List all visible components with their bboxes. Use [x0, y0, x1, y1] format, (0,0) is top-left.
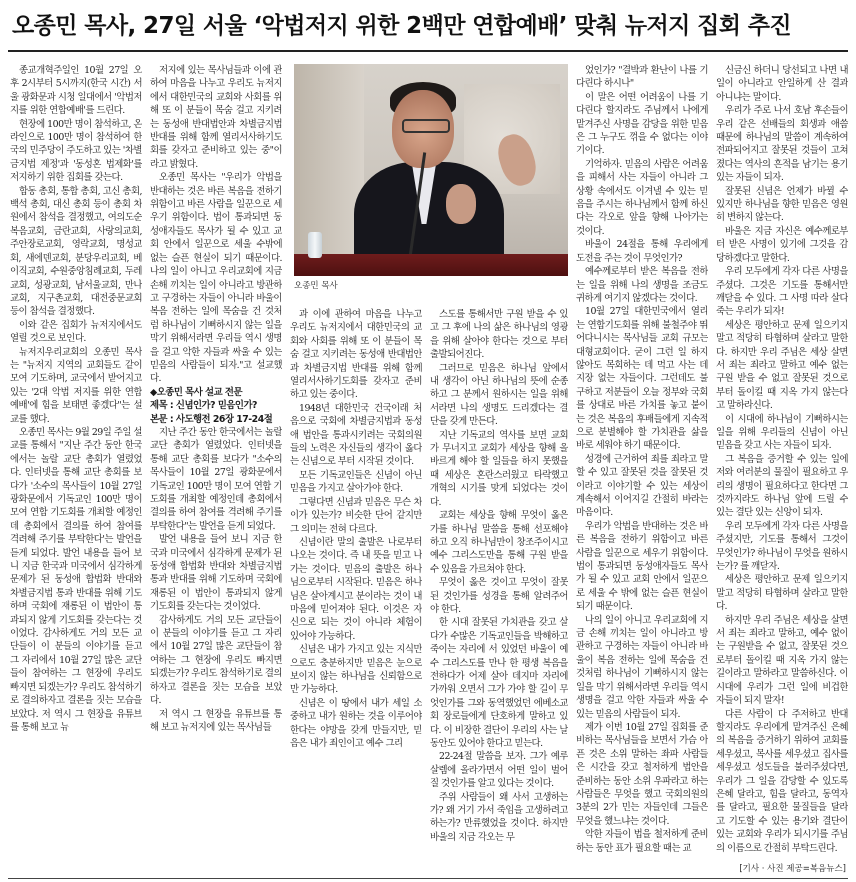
headline-rule: [8, 50, 848, 52]
article-paragraph: 한 시대 잘못된 가치관을 갖고 살다가 수많은 기독교인들을 박해하고 죽이는 자리에 서 있었던 바울이 예수 그리스도를 만나 한 평생 복음을 전하다가 어제 살아 데지마 자리에 가까워 오면서 그가 가야 할 길이 무엇인가를 그와 동역했었던 에베소교회 장로들에게 단호하게 말하고 있다. 이 비장한 결단이 우리의 사는 날 동안도 있어야 한다고 믿는다.: [430, 617, 568, 749]
article-paragraph: 세상은 평안하고 문제 일으키지 말고 적당히 타협하며 살라고 말한다.: [716, 574, 848, 613]
article-paragraph: 교회는 세상을 향해 무엇이 옳은가를 하나님 말씀을 통해 선포해야 하고 오직 하나님만이 창조주이시고 예수 그리스도만을 통해 구원 받을 수 있음을 가르쳐야 한다.: [430, 510, 568, 575]
article-column-3: [290, 308, 422, 870]
article-paragraph: 과 이에 관하여 마음을 나누고 우리도 뉴저지에서 대한민국의 교회와 사회를 위해 또 이 분들이 목숨 걸고 지키려는 동성애 반대법안과 차별금지법 반대를 위해 함께 열리서사하기도회를 갖자고 준비하고 있는 중이다.: [290, 309, 422, 401]
article-paragraph: 감사하게도 거의 모든 교단들이 이 분들의 이야기를 듣고 그 자리에서 10월 27일 많은 교단들이 참여하는 그 현장에 우리도 빠지면 되겠는가? 우리도 참석하기로 결의하자고 결론을 짓는 모습을 보았다.: [150, 614, 282, 707]
article-paragraph: 그렇다면 신념과 믿음은 무슨 차이가 있는가? 비슷한 단어 같지만 그 의미는 전혀 다르다.: [290, 496, 422, 535]
article-paragraph: 오종민 목사는 "우리가 악법을 반대하는 것은 바른 복음을 전하기 위함이고 바른 사람을 일꾼으로 세우기 위함이다. 법이 통과되면 동성애자들도 목사가 될 수 있고 교회 안에서 일꾼으로 세울 수밖에 없는 슬픈 현실이 되기 때문이다. 나의 일이 아니고 우리교회에 지금 손해 끼치는 일이 아니라고 방관하고 구경하는 자들이 아니라 바울이 복음 전하는 일에 목숨을 건 것처럼 하나님이 기뻐하시지 않는 일을 막기 위해서라면 우리들 역시 생명을 걸고 악한 자들과 싸울 수 있는 믿음의 사람들이 되자."고 설교했다.: [150, 172, 282, 385]
article-paragraph: 무엇이 옳은 것이고 무엇이 잘못된 것인가를 성경을 통해 알려주어야 한다.: [430, 577, 568, 615]
article-paragraph: 1948년 대한민국 건국이래 처음으로 국회에 차별금지법과 동성애 법안을 통과시키려는 국회의원들의 노력은 자신들의 생각이 옳다는 신념으로 부터 시작된 것이다.: [290, 402, 422, 468]
article-column-2: [150, 64, 282, 870]
article-paragraph: 기억하자. 믿음의 사람은 어려움을 피해서 사는 자들이 아니라 그 상황 속에서도 이겨낼 수 있는 믿음을 주시는 하나님께서 함께 하신다는 각오로 앞을 향해 나아가는 것이다.: [576, 158, 708, 237]
article-paragraph: ◆오종민 목사 설교 전문: [150, 386, 243, 398]
article-paragraph: 이와 같은 집회가 뉴저지에서도 열릴 것으로 보인다.: [10, 319, 142, 345]
podium: [294, 254, 568, 276]
article-paragraph: 성경에 근거하여 죄를 죄라고 말할 수 있고 잘못된 것을 잘못된 것이라고 이야기할 수 있는 세상이 계속해서 이어지길 간절히 바라는 마음이다.: [576, 453, 708, 519]
article-paragraph: 예수께로부터 받은 복음을 전하는 일을 위해 나의 생명을 조금도 귀하게 여기지 않겠다는 것이다.: [576, 266, 708, 304]
article-paragraph: 뉴저지우리교회의 오종민 목사는 "뉴저지 지역의 교회들도 같이 모여 기도하며, 교국에서 받어지고 있는 '2대 악법 저지를 위한 연합 예배'에 힘을 보태면 좋겠다"는 설교를 했다.: [10, 346, 142, 425]
article-headline: 오종민 목사, 27일 서울 ‘악법저지 위한 2백만 연합예배’ 맞춰 뉴저지 집회 추진: [12, 13, 792, 39]
article-paragraph: 신념은 내가 가지고 있는 지식만으로도 충분하지만 믿음은 눈으로 보이지 않는 하나님을 신뢰함으로만 가능하다.: [290, 644, 422, 696]
article-paragraph: 우리 모두에게 각자 다른 사명을 주셨다. 그것은 기도를 통해서만 깨닫을 수 있다. 그 사명 따라 살다 죽는 우리가 되자!: [716, 266, 848, 318]
article-paragraph: 우리가 악법을 반대하는 것은 바른 복음을 전하기 위함이고 바른 사람을 일꾼으로 세우기 위함이다. 법이 통과되면 동성애자들도 목사가 될 수 있고 교회 안에서 일꾼으로 세울 수 밖에 없는 슬픈 현실이 되기 때문이다.: [576, 520, 708, 613]
article-paragraph: 바울은 지금 자신은 예수께로부터 받은 사명이 있기에 그것을 감당하겠다고 말한다.: [716, 225, 848, 264]
article-paragraph: 다른 사람이 다 주저하고 반대 할지라도 우리에게 맡겨주신 은혜의 복음을 증거하기 위하여 교회를 세우셨고, 목사를 세우셨고 집사를 세우셨고 성도들을 불러주셨다면, 우리가 그 일을 감당할 수 있도록 은혜 달라고, 힘을 달라고, 동역자를 달라고, 필요한 물질들을 달라고 기도할 수 있는 용기와 결단이 있는 교회와 우리가 되시기를 주님의 이름으로 간절히 부탁드린다.: [716, 708, 848, 854]
article-paragraph: 제가 이번 10월 27일 집회를 준비하는 목사님들을 보면서 가슴 아픈 것은 소위 말하는 좌파 사람들은 시간을 갖고 철저하게 법안을 준비하는 동안 소위 우파라고 하는 사람들은 무엇을 했고 국회의원의 3분의 2가 민는 자들인데 그들은 무엇을 했느냐는 것이다.: [576, 721, 708, 827]
article-paragraph: 합동 총회, 통합 총회, 고신 총회, 백석 총회, 대신 총회 등이 총회 차원에서 참석을 결정했고, 여의도순복음교회, 금란교회, 사랑의교회, 주안장로교회, 영락교회, 명성교회, 새에덴교회, 분당우리교회, 베이직교회, 수원중앙침례교회, 두레교회, 성광교회, 남서울교회, 만나교회, 지구촌교회, 대전중문교회 등이 참석을 결정했다.: [10, 185, 142, 318]
article-paragraph: 었인가? "결박과 환난이 나를 기다린다 하시나": [576, 65, 708, 90]
article-paragraph: 주위 사람들이 왜 사서 고생하는가? 왜 거기 가서 죽임을 고생하려고 하는가? 만류했었을 것이다. 하지만 바울의 지금 각오는 무: [430, 791, 568, 843]
article-paragraph: 잘못된 신념은 언제가 바뀔 수 있지만 하나님을 향한 믿음은 영원히 변하지 않는다.: [716, 185, 848, 224]
water-bottle: [308, 232, 322, 258]
article-paragraph: 종교개혁주일인 10월 27일 오후 2시부터 5시까지(한국 시간) 서울 광화문과 시청 일대에서 '악법저지를 위한 연합예배'를 드린다.: [10, 65, 142, 117]
article-paragraph: 신념은 이 땅에서 내가 세일 소중하고 내가 원하는 것을 이루어야 한다는 야망을 갖게 만들지만, 믿음은 내가 죄인이고 예수 그리: [290, 697, 422, 749]
article-paragraph: 그 복음을 증거할 수 있는 일에 저와 여러분의 물질이 필요하고 우리의 생명이 필요하다고 한다면 그것까지라도 하나님 앞에 드릴 수 있는 결단 있는 신앙이 되자.: [716, 453, 848, 519]
article-paragraph: 오종민 목사는 9월 29일 주일 설교를 통해서 "지난 주간 동안 한국에서는 놀랄 교단 총회가 열렸었다. 인터넷을 통해 교단 총회를 보다가 '소수의 목사들이 10월 27일 광화문에서 기독교인 100만 명이 모여 연합 기도회를 개최할 예정인데 총회에서 결의를 하여 참여를 격려해 주기를 부탁한다'는 발언을 듣게 되었다. 발언 내용을 들어 보니 지금 한국과 미국에서 심각하게 문제가 된 동성애 합법화 반대와 차별금지법 통과 반대를 위해 기도하며 국회에 재롱된 이 법안이 통과되지 않게 기도회를 갖는다는 것이었다. 감사하게도 거의 모든 교단들이 이 분들의 이야기를 듣고 그 자리에서 10월 27일 많은 교단들이 참여하는 그 현장에 우리도 빠지면 되겠는가? 우리도 참석하기로 결의하자고 결론을 짓는 모습을 보았다. 저 역시 그 현장을 유튜브를 통해 보고 뉴: [10, 426, 142, 733]
article-paragraph: 본문 : 사도행전 26장 17-24절: [150, 413, 273, 425]
article-paragraph: 저지에 있는 목사님들과 이에 관하여 마음을 나누고 우리도 뉴저지에서 대한민국의 교회와 사회를 위해 또 이 분들이 목숨 걸고 지키려는 동성애 반대법안과 차별금지법 반대를 위해 함께 열리서사하기도회를 갖자고 준비하고 있는 중"이라고 밝혔다.: [150, 65, 282, 170]
article-paragraph: 우리 모두에게 각자 다른 사명을 주셨지만, 기도를 통해서 그것이 무엇인가? 하나님이 무엇을 원하시는가? 를 깨닫자.: [716, 520, 848, 573]
article-paragraph: 발언 내용을 들어 보니 지금 한국과 미국에서 심각하게 문제가 된 동성애 합법화 반대와 차별금지법 통과 반대를 위해 기도하며 국회에 재롱된 이 법안이 통과되지 않게 기도회를 갖는다는 것이었다.: [150, 534, 282, 613]
article-column-1: [10, 64, 142, 870]
article-paragraph: 신념이란 말의 출발은 나로부터 나오는 것이다. 즉 내 뜻을 믿고 나가는 것이다. 믿음의 출발은 하나님으로부터 시작된다. 믿음은 하나님은 살아계시고 분이라는 것이 내 마음에 믿어져야 된다. 이것은 자신으로 되는 것이 아니라 체험이 있어야 가능하다.: [290, 536, 422, 642]
article-paragraph: 바울이 24절을 통해 우리에게 도전을 주는 것이 무엇인가?: [576, 239, 708, 264]
article-paragraph: 지난 기독교의 역사를 보면 교회가 무너지고 교회가 세상을 향해 올바르게 해야 할 일들을 하지 못했을 때 세상은 혼란스러웠고 타락했고 개혁의 시기를 맞게 되었다는 것이다.: [430, 429, 568, 508]
article-paragraph: 신금신 하더니 당선되고 나면 내 일이 아니라고 안일하게 산 결과 아니냐는 말이다.: [716, 65, 848, 103]
bottom-rule: [8, 878, 848, 879]
article-paragraph: 하지만 우리 주님은 세상을 살면서 죄는 죄라고 말하고, 예수 없이는 구원받을 수 없고, 잘못된 것으로부터 돌이킬 때 지옥 가지 않는 길이라고 말하라고 말씀하신다. 이 시대에 우리가 그런 일에 비겁한 자들이 되지 말자!: [716, 614, 848, 707]
article-paragraph: 22-24절 말씀을 보자. 그가 예루살렘에 올라가면서 어떤 일이 벌어질 것인가를 알고 있다는 것이다.: [430, 751, 568, 790]
article-column-5: [576, 64, 708, 870]
article-paragraph: 세상은 평안하고 문제 일으키지 말고 적당히 타협하며 살라고 말한다. 하지만 우리 주님은 세상 살면서 죄는 죄라고 말하고 예수 없는 구원 받을 수 없고 잘못된 것으로부터 돌이킬 때 지옥 가지 않는다고 말하라신다.: [716, 319, 848, 412]
article-column-6: [716, 64, 848, 861]
article-paragraph: 현장에 100만 명이 참석하고, 온라인으로 100만 명이 참석하여 한국의 민주당이 주도하고 있는 '차별금지법 제정'과 '동성혼 법제화'를 저지하기 위한 집회를 갖는다.: [10, 118, 142, 184]
photo-caption: 오종민 목사: [294, 281, 338, 291]
article-paragraph: 지난 주간 동안 한국에서는 놀랄 교단 총회가 열렸었다. 인터넷을 통해 교단 총회를 보다가 "소수의 목사들이 10월 27일 광화문에서 기독교인 100만 명이 모여 연합 기도회를 개최할 예정인데 총회에서 결의를 하여 참여를 격려해 주기를 부탁한다"는 발언을 듣게 되었다.: [150, 426, 282, 532]
article-paragraph: 악한 자들이 법을 철저하게 준비하는 동안 표가 필요할 때는 교: [576, 829, 708, 854]
article-paragraph: 이 시대에 하나님이 기뻐하시는 일을 위해 우리들의 신념이 아닌 믿음을 갖고 사는 자들이 되자.: [716, 413, 848, 452]
article-paragraph: 이 말은 어떤 어려움이 나를 기다린다 할지라도 주님께서 나에게 맡겨주신 사명을 감당을 위한 믿음은 그 누구도 꺾을 수 없다는 이야기이다.: [576, 91, 708, 157]
article-paragraph: 저 역시 그 현장을 유튜브를 통해 보고 뉴저지에 있는 목사님들: [150, 708, 282, 733]
article-paragraph: 모든 기독교인들은 신념이 아닌 믿음을 가지고 살아가야 한다.: [290, 469, 422, 495]
photo-credit: [기사 · 사진 제공=복음뉴스]: [739, 864, 846, 874]
article-column-4: [430, 308, 568, 870]
article-paragraph: 10월 27일 대한민국에서 열리는 연합기도회를 위해 불철주야 뛰어다니시는 목사님들 교회 규모는 대형교회이다. 굳이 그런 일 하지 않아도 목회하는 데 먹고 사는 데 지장 없는 자들이다. 그런데도 불구하고 저분들이 오늘 정부와 국회를 상대로 바른 가치를 놓고 붙이는 것은 복음의 후배들에게 지속적으로 분별해야 할 가치관을 삶을 바로 세워야 하기 때문이다.: [576, 306, 708, 452]
pastor-photo: [294, 64, 568, 276]
article-paragraph: 그러므로 믿음은 하나님 앞에서 내 생각이 아닌 하나님의 뜻에 순종하고 그 분께서 원하시는 일을 위해서라면 나의 생명도 드리겠다는 결단을 갖게 만든다.: [430, 362, 568, 428]
article-paragraph: 제목 : 신념인가? 믿음인가?: [150, 400, 257, 412]
article-paragraph: 우리가 주로 나서 호남 후손들이 우리 같은 선배들의 회생과 애씀 때문에 하나님의 말씀이 계속하여 전파되어지고 잘못된 것들이 고쳐졌다는 역사의 흔적을 남기는 용기 있는 자들이 되자.: [716, 105, 848, 184]
article-paragraph: 스도를 통해서만 구원 받을 수 있고 그 후에 나의 삶은 하나님의 영광을 위해 살아야 한다는 것으로 부터 출발되어진다.: [430, 309, 568, 361]
article-paragraph: 나의 일이 아니고 우리교회에 지금 손해 끼치는 일이 아니라고 방관하고 구경하는 자들이 아니라 바울이 복음 전하는 일에 목숨을 건 것처럼 하나님이 기뻐하시지 않는 일을 막기 위해서라면 우리들 역시 생명을 걸고 악한 자들과 싸울 수 있는 믿음의 사람들이 되자.: [576, 614, 708, 720]
